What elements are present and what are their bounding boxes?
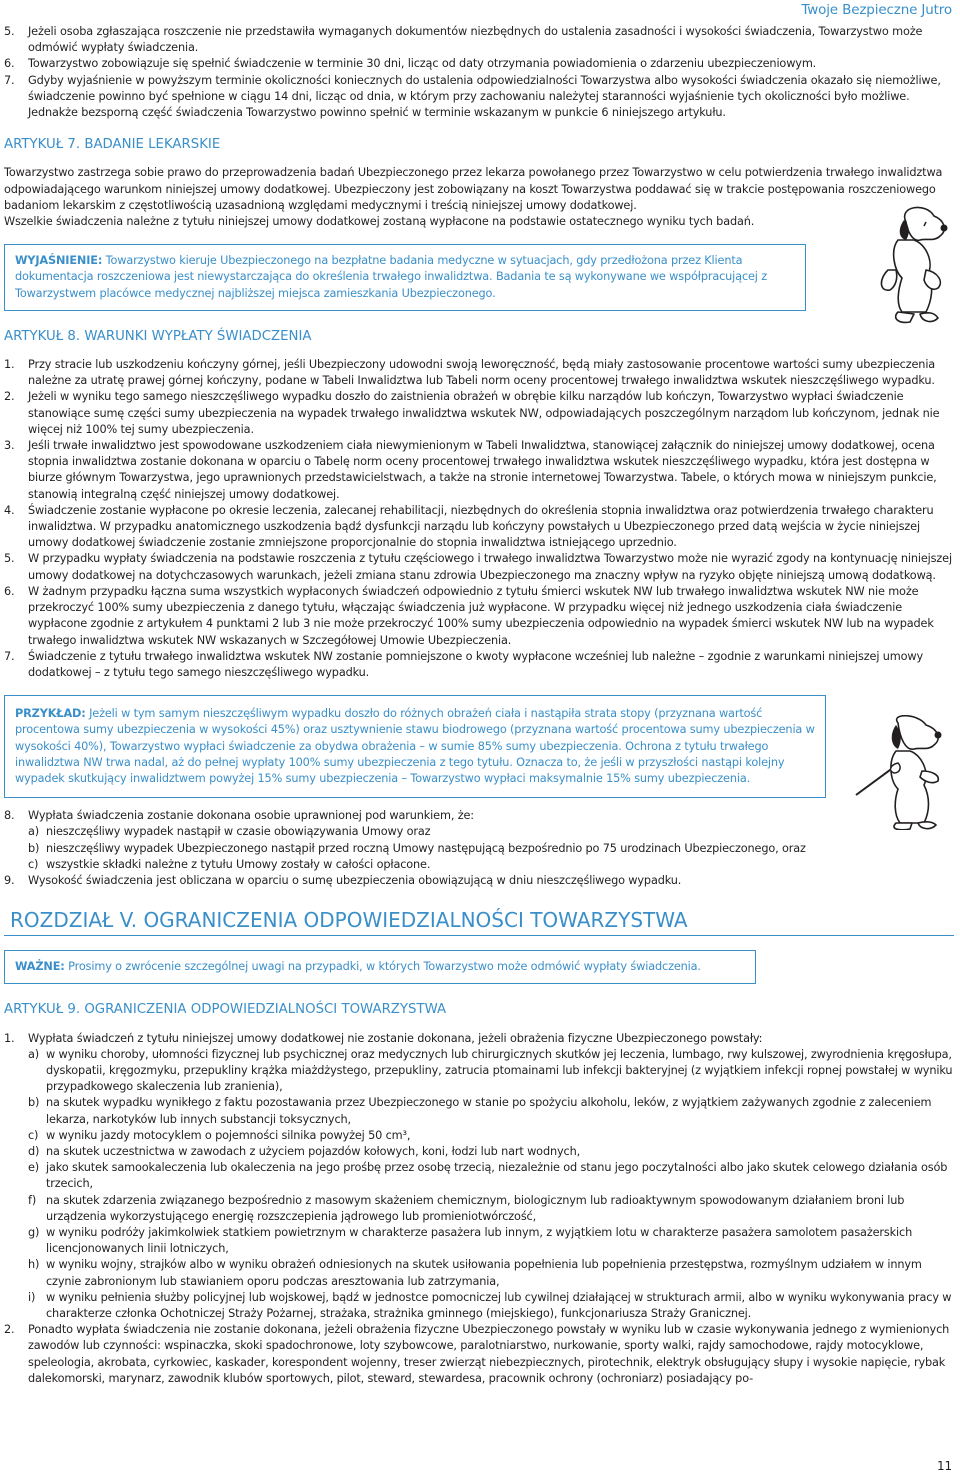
item-text: Jeżeli w wyniku tego samego nieszczęśliwego wypadku doszło do zaistnienia obrażeń w obrębie kilku narządów lub kończyn, Towarzystwo wypłaci świadczenie stanowiące sumę części sumy ubezpieczenia na wypadek trwałego inwalidztwa wskutek NW, odpowiadających poszczególnym narządom lub kończynom, jednak nie więcej niż 100% tej sumy ubezpieczenia. [28,390,940,436]
sub-item-letter: h) [28,1258,40,1272]
sub-item-text: nieszczęśliwy wypadek Ubezpieczonego nastąpił przed roczną Umowy następującą bezpośrednio po 75 urodzinach Ubezpieczonego, oraz [46,841,806,855]
page-number: 11 [937,1459,952,1473]
sub-item-letter: g) [28,1225,40,1239]
sub-item [28,824,954,840]
sub-item [28,841,954,857]
item-number: 6. [4,57,15,71]
item-text: Przy stracie lub uszkodzeniu kończyny górnej, jeśli Ubezpieczony udowodni swoją leworęczność, będą miały zastosowanie procentowe wartości sumy ubezpieczenia należne za utratę prawej górnej kończyny, podane w Tabeli Inwalidztwa lub Tabeli norm oceny procentowej trwałego inwalidztwa wskutek nieszczęśliwego wypadku. [28,358,936,388]
box-label: PRZYKŁAD: [15,707,86,721]
sub-item-text: w wyniku wojny, strajków albo w wyniku obrażeń odniesionych na skutek usiłowania popełnienia lub popełnienia przestępstwa, rozmyślnym udziałem w innym czynie zabronionym lub stawianiem oporu podczas aresztowania lub zatrzymania, [46,1258,922,1288]
item-number: 7. [4,649,15,663]
list-item [4,357,954,389]
item-number: 2. [4,1323,15,1337]
item-number: 5. [4,25,15,38]
item-number: 9. [4,873,15,887]
example-box [4,695,826,798]
sub-item-text: na skutek uczestnictwa w zawodach z użyciem pojazdów kołowych, koni, łodzi lub nart wodnych, [46,1144,581,1158]
sub-item-text: w wyniku pełnienia służby policyjnej lub wojskowej, bądź w jednostce pomocniczej lub cywilnej działającej w strukturach armii, albo w wyniku wykonywania pracy w charakterze członka Ochotniczej Straży Pożarnej, strażaka, strażnika gminnego (miejskiego), funkcjonariusza Straży Granicznej. [46,1290,952,1320]
box-text: Jeżeli w tym samym nieszczęśliwym wypadku doszło do różnych obrażeń ciała i nastąpiła strata stopy (przyznana wartość procentowa sumy ubezpieczenia w wysokości 45%) oraz usztywnienie stawu biodrowego (przyznana wartość procentowa sumy ubezpieczenia w wysokości 40%), Towarzystwo wypłaci świadczenie za obydwa obrażenia – w sumie 85% sumy ubezpieczenia. Ochrona z tytułu trwałego inwalidztwa NW trwa nadal, aż do pełnej wypłaty 100% sumy ubezpieczenia z tego tytułu. Oznacza to, że jeśli w przyszłości nastąpi kolejny wypadek skutkujący inwalidztwem powyżej 15% sumy ubezpieczenia – Towarzystwo wypłaci maksymalnie 15% sumy ubezpieczenia. [15,707,815,785]
list-item [4,649,954,681]
sub-item-letter: c) [28,857,39,871]
item-text: Świadczenie zostanie wypłacone po okresie leczenia, zalecanej rehabilitacji, niezbędnych do określenia stopnia inwalidztwa oraz potwierdzenia trwałego charakteru inwalidztwa. W przypadku anatomicznego uszkodzenia bądź dysfunkcji narządu lub kończyny powstałych u Ubezpieczonego przed datą wejścia w życie niniejszej umowy dodatkowej świadczenie zostanie zmniejszone proporcjonalnie do stopnia inwalidztwa istniejącego uprzednio. [28,503,934,550]
item-text: Wypłata świadczenia zostanie dokonana osobie uprawnionej pod warunkiem, że: [28,809,474,823]
sub-item-text: wszystkie składki należne z tytułu Umowy zostały w całości opłacone. [46,857,431,871]
sub-item-letter: a) [28,1047,40,1061]
list-item [4,808,954,824]
sub-item [28,1095,954,1127]
snoopy-illustration [868,200,958,330]
page-header-title: Twoje Bezpieczne Jutro [801,2,952,18]
list-item [4,873,954,889]
sub-item [28,1257,954,1289]
sub-item-text: w wyniku choroby, ułomności fizycznej lub psychicznej oraz medycznych lub chirurgicznych skutków jej leczenia, lumbago, rwy kulszowej, zwyrodnienia kręgosłupa, dyskopatii, kręgozmyku, przepukliny krążka miażdżystego, przepukliny, zatrucia ptomainami lub infekcji bakteryjnej (z wyjątkiem infekcji ropnej powstałej w wyniku przypadkowego skaleczenia lub zranienia), [46,1047,953,1094]
item-text: W przypadku wypłaty świadczenia na podstawie roszczenia z tytułu częściowego i trwałego inwalidztwa Towarzystwo może nie wyrazić zgody na kontynuację niniejszej umowy dodatkowej na dotychczasowych warunkach, jeżeli zmiana stanu zdrowia Ubezpieczonego ma znaczny wpływ na ryzyko objęte niniejszą umową dodatkową. [28,552,952,582]
sub-item [28,1144,954,1160]
item-number: 8. [4,809,15,823]
list-item [4,1322,954,1387]
sub-item-text: na skutek zdarzenia związanego bezpośrednio z masowym skażeniem chemicznym, biologicznym lub radioaktywnym spowodowanym działaniem broni lub urządzenia wykorzystującego energię rozszczepienia jądrowego lub promieniotwórczość, [46,1193,905,1223]
main-content [4,24,954,1387]
sub-item-text: w wyniku jazdy motocyklem o pojemności silnika powyżej 50 cm³, [46,1128,411,1142]
sub-item-letter: a) [28,825,40,839]
item-number: 4. [4,503,15,517]
sub-item-text: nieszczęśliwy wypadek nastąpił w czasie obowiązywania Umowy oraz [46,825,431,839]
item-text: Ponadto wypłata świadczenia nie zostanie dokonana, jeżeli obrażenia fizyczne Ubezpieczonego powstały w wyniku lub w czasie wykonywania jednego z wymienionych zawodów lub czynności: wspinaczka, skoki spadochronowe, loty szybowcowe, paralotniarstwo, nurkowanie, sporty walki, rajdy samochodowe, rajdy motocyklowe, speleologia, akrobata, cyrkowiec, kaskader, korespondent wojenny, treser zwierząt niebezpiecznych, pirotechnik, elektryk obsługujący słupy i wysokie napięcie, rybak dalekomorski, marynarz, zawodnik klubów sportowych, pilot, steward, stewardesa, pracownik ochrony (ochroniarz) posiadający po- [28,1323,950,1385]
box-label: WAŻNE: [15,960,65,974]
sub-item-letter: e) [28,1161,40,1175]
sub-item-text: na skutek wypadku wynikłego z faktu pozostawania przez Ubezpieczonego w stanie po spożyciu alkoholu, leków, z wyjątkiem zażywanych zgodnie z zaleceniem lekarza, narkotyków lub innych substancji toksycznych, [46,1096,932,1126]
sub-item-letter: f) [28,1193,37,1207]
sub-item-letter: b) [28,1096,40,1110]
box-text: Towarzystwo kieruje Ubezpieczonego na bezpłatne badania medyczne w sytuacjach, gdy przedłożona przez Klienta dokumentacja roszczeniowa jest niewystarczająca do określenia trwałego inwalidztwa. Badania te są wykonywane we współpracującej z Towarzystwem placówce medycznej najbliższej miejsca zamieszkania Ubezpieczonego. [15,254,768,300]
list-item [4,438,954,503]
item-number: 1. [4,358,15,372]
item-number: 7. [4,73,15,87]
list-item [4,389,954,438]
sub-item [28,1047,954,1096]
item-text: Towarzystwo zobowiązuje się spełnić świadczenie w terminie 30 dni, licząc od daty otrzymania powiadomienia o zdarzeniu ubezpieczeniowym. [28,57,817,71]
item-number: 2. [4,390,15,404]
list-item [4,503,954,552]
list-item [4,584,954,649]
snoopy-pointer-illustration [850,715,954,830]
item-text: Świadczenie z tytułu trwałego inwalidztwa wskutek NW zostanie pomniejszone o kwoty wypłacone wcześniej lub należne – zgodnie z warunkami niniejszej umowy dodatkowej – z tytułu tego samego nieszczęśliwego wypadku. [28,649,924,679]
paragraph: Wszelkie świadczenia należne z tytułu niniejszej umowy dodatkowej zostaną wypłacone na podstawie ostatecznego wyniku tych badań. [4,215,755,229]
sub-item-letter: b) [28,841,40,855]
list-item [4,1031,954,1047]
sub-item [28,1193,954,1225]
sub-item [28,1290,954,1322]
article-7-heading: ARTYKUŁ 7. BADANIE LEKARSKIE [4,137,221,153]
article-9-heading: ARTYKUŁ 9. OGRANICZENIA ODPOWIEDZIALNOŚCI TOWARZYSTWA [4,1002,447,1018]
sub-item [28,1160,954,1192]
item-text: Gdyby wyjaśnienie w powyższym terminie okoliczności koniecznych do ustalenia odpowiedzialności Towarzystwa albo wysokości świadczenia okazało się niemożliwe, świadczenie powinno być spełnione w ciągu 14 dni, licząc od dnia, w którym przy zachowaniu należytej staranności wyjaśnienie tych okoliczności było możliwe. Jednakże bezsporną część świadczenia Towarzystwo powinno spełnić w terminie wskazanym w punkcie 6 niniejszego artykułu. [28,73,941,120]
box-text: Prosimy o zwrócenie szczególnej uwagi na przypadki, w których Towarzystwo może odmówić wypłaty świadczenia. [68,960,701,974]
sub-item-text: w wyniku podróży jakimkolwiek statkiem powietrznym w charakterze pasażera lub innym, z wyjątkiem lotu w charakterze pasażera samolotem pasażerskich licencjonowanych linii lotniczych, [46,1225,913,1256]
explanation-box [4,244,806,311]
list-item [4,73,954,122]
item-text: W żadnym przypadku łączna suma wszystkich wypłaconych świadczeń odpowiednio z tytułu śmierci wskutek NW lub trwałego inwalidztwa wskutek NW nie może przekroczyć 100% sumy ubezpieczenia z danego tytułu, włączając świadczenia już wypłacone. W przypadku więcej niż jednego uszkodzenia ciała świadczenie wypłacone zgodnie z artykułem 4 punktami 2 lub 3 nie może przekroczyć 100% sumy ubezpieczenia odpowiednio na wypadek śmierci wskutek NW lub na wypadek trwałego inwalidztwa wskutek NW wskazanych w Szczegółowej Umowie Ubezpieczenia. [28,584,934,647]
item-number: 3. [4,439,15,453]
sub-item-text: jako skutek samookaleczenia lub okaleczenia na jego prośbę przez osobę trzecią, niezależnie od stanu jego poczytalności albo jako skutek celowego działania osób trzecich, [46,1161,948,1191]
important-box [4,950,756,984]
item-number: 5. [4,552,15,566]
item-text: Wypłata świadczeń z tytułu niniejszej umowy dodatkowej nie zostanie dokonana, jeżeli obrażenia fizyczne Ubezpieczonego powstały: [28,1031,763,1045]
chapter-heading: ROZDZIAŁ V. OGRANICZENIA ODPOWIEDZIALNOŚCI TOWARZYSTWA [4,903,954,936]
item-text: Wysokość świadczenia jest obliczana w oparciu o sumę ubezpieczenia obowiązującą w dniu nieszczęśliwego wypadku. [28,873,682,887]
sub-item [28,857,954,873]
item-text: Jeśli trwałe inwalidztwo jest spowodowane uszkodzeniem ciała niewymienionym w Tabeli Inwalidztwa, stanowiącej załącznik do niniejszej umowy dodatkowej, ocena stopnia inwalidztwa zostanie dokonana w oparciu o Tabelę norm oceny procentowej trwałego inwalidztwa wskutek nieszczęśliwego wypadku, która jest dostępna w biurze głównym Towarzystwa, jego uprawnionych przedstawicielstwach, a także na stronie internetowej Towarzystwa. Tabele, o których mowa w niniejszym punkcie, stanowią integralną część niniejszej umowy dodatkowej. [28,439,937,501]
sub-item [28,1225,954,1257]
list-item [4,24,954,56]
sub-item-letter: d) [28,1144,40,1158]
article-8-heading: ARTYKUŁ 8. WARUNKI WYPŁATY ŚWIADCZENIA [4,328,312,344]
box-label: WYJAŚNIENIE: [15,254,103,268]
sub-item-letter: i) [28,1290,36,1304]
item-number: 1. [4,1031,15,1045]
sub-item [28,1128,954,1144]
item-text: Jeżeli osoba zgłaszająca roszczenie nie przedstawiła wymaganych dokumentów niezbędnych do ustalenia zasadności i wysokości świadczenia, Towarzystwo może odmówić wypłaty świadczenia. [28,25,923,55]
sub-item-letter: c) [28,1128,39,1142]
paragraph: Towarzystwo zastrzega sobie prawo do przeprowadzenia badań Ubezpieczonego przez lekarza powołanego przez Towarzystwo w celu potwierdzenia trwałego inwalidztwa odpowiadającego warunkom niniejszej umowy dodatkowej. Ubezpieczony jest zobowiązany na koszt Towarzystwa poddawać się w trakcie postępowania roszczeniowego badaniom lekarskim z częstotliwością uzasadnioną względami medycznymi i treścią niniejszej umowy dodatkowej. [4,166,943,212]
list-item [4,551,954,583]
item-number: 6. [4,584,15,598]
list-item [4,56,954,72]
